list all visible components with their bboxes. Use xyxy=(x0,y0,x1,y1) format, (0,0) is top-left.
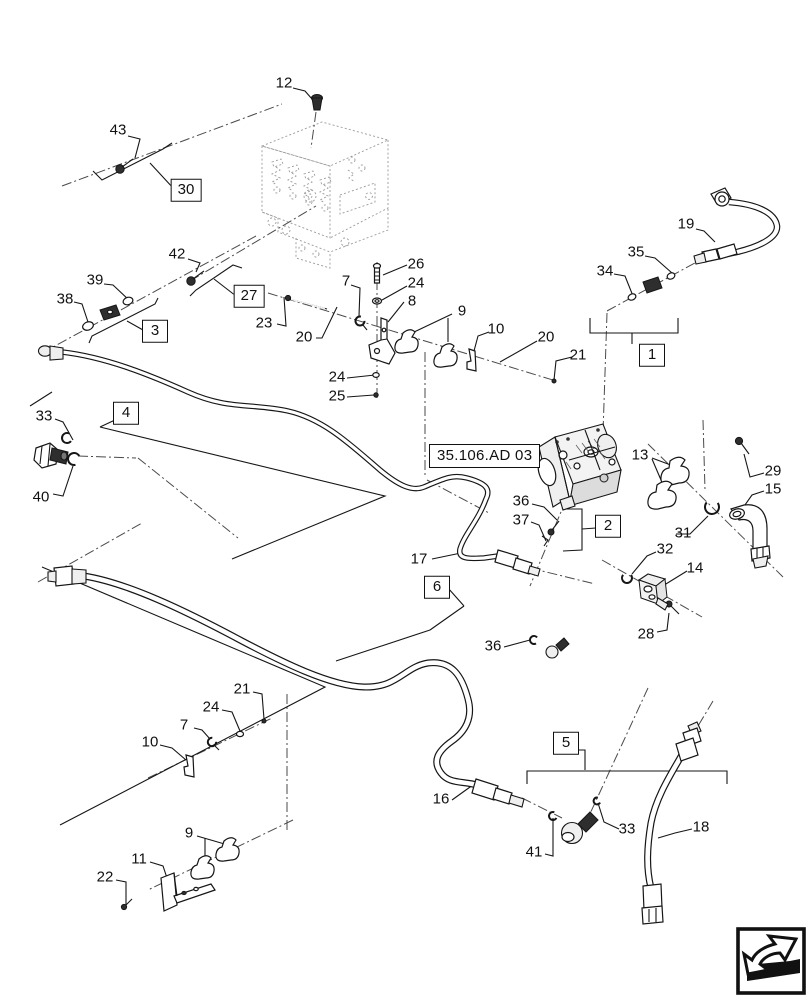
part-callout-18: 18 xyxy=(692,818,710,836)
part-callout-43: 43 xyxy=(109,121,127,139)
reference-callout[interactable]: 35.106.AD 03 xyxy=(429,444,540,468)
part-callout-35: 35 xyxy=(627,243,645,261)
part-callout-31: 31 xyxy=(674,524,692,542)
phantom-valve-block xyxy=(262,122,388,268)
part-callout-29: 29 xyxy=(764,462,782,480)
part-callout-21: 21 xyxy=(569,346,587,364)
part-callout-10: 10 xyxy=(487,320,505,338)
part-callout-13: 13 xyxy=(631,446,649,464)
part-callout-36: 36 xyxy=(512,492,530,510)
part-callout-14: 14 xyxy=(686,559,704,577)
part-callout-33: 33 xyxy=(618,820,636,838)
part-callout-34: 34 xyxy=(596,262,614,280)
group-callout-1: 1 xyxy=(639,344,665,367)
group-callout-2: 2 xyxy=(595,515,621,538)
group-callout-3: 3 xyxy=(142,320,168,343)
part-callout-25: 25 xyxy=(328,387,346,405)
part-callout-39: 39 xyxy=(86,271,104,289)
part-callout-41: 41 xyxy=(525,843,543,861)
part-callout-23: 23 xyxy=(255,314,273,332)
page-turn-arrow-icon xyxy=(736,927,806,996)
part-callout-8: 8 xyxy=(407,292,417,310)
hose-19 xyxy=(694,188,777,264)
part-callout-9: 9 xyxy=(457,302,467,320)
group-callout-6: 6 xyxy=(424,576,450,599)
hose-16 xyxy=(48,566,524,807)
part-callout-21: 21 xyxy=(233,680,251,698)
part-callout-24: 24 xyxy=(328,368,346,386)
part-callout-20: 20 xyxy=(537,328,555,346)
part-callout-9: 9 xyxy=(184,824,194,842)
part-callout-22: 22 xyxy=(96,868,114,886)
part-callout-7: 7 xyxy=(179,716,189,734)
page-turn-logo xyxy=(736,927,806,1000)
part-callout-15: 15 xyxy=(764,480,782,498)
group-callout-5: 5 xyxy=(553,732,579,755)
part-callout-37: 37 xyxy=(512,511,530,529)
part-callout-36: 36 xyxy=(484,637,502,655)
part-callout-17: 17 xyxy=(410,550,428,568)
part-callout-32: 32 xyxy=(656,540,674,558)
part-callout-38: 38 xyxy=(56,290,74,308)
part-callout-28: 28 xyxy=(637,625,655,643)
part-callout-12: 12 xyxy=(275,74,293,92)
group-callout-27: 27 xyxy=(234,285,265,308)
part-callout-10: 10 xyxy=(141,733,159,751)
hose-18 xyxy=(642,722,701,924)
group-callout-30: 30 xyxy=(171,179,202,202)
part-callout-16: 16 xyxy=(432,790,450,808)
part-callout-24: 24 xyxy=(202,698,220,716)
group-callout-4: 4 xyxy=(113,402,139,425)
part-callout-20: 20 xyxy=(295,328,313,346)
hydraulic-pump xyxy=(535,424,621,510)
part-callout-24: 24 xyxy=(407,274,425,292)
part-callout-40: 40 xyxy=(32,488,50,506)
part-callout-33: 33 xyxy=(35,407,53,425)
part-callout-42: 42 xyxy=(168,245,186,263)
part-callout-7: 7 xyxy=(341,272,351,290)
part-callout-11: 11 xyxy=(131,850,147,868)
part-callout-19: 19 xyxy=(677,215,695,233)
part-callout-26: 26 xyxy=(407,255,425,273)
